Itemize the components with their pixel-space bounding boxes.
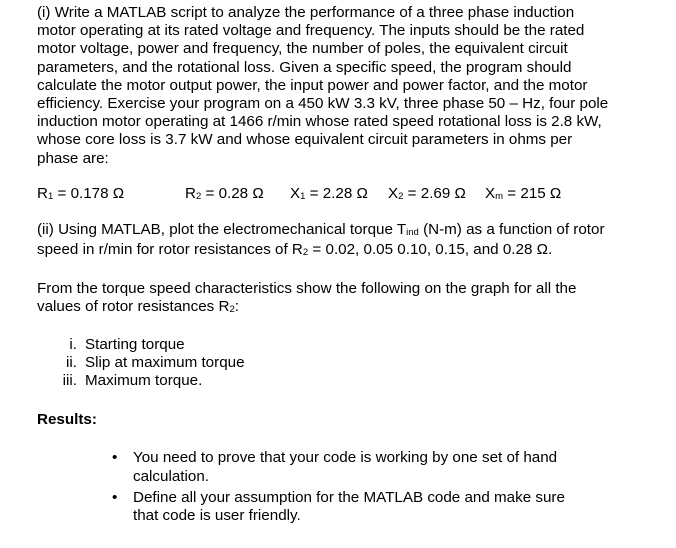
param-x2: $X_2 = 2.69$ Ω xyxy=(388,184,466,202)
graph-items-list xyxy=(37,336,617,391)
list-item: ii. Slip at maximum torque xyxy=(66,353,245,371)
torque-speed-paragraph: From the torque speed characteristics show the following on the graph for all the values of rotor resistances $R_2$: xyxy=(37,280,577,316)
list-item: • You need to prove that your code is working by one set of hand calculation. xyxy=(112,449,558,485)
bullet-icon: • xyxy=(112,488,118,506)
equivalent-circuit-parameters xyxy=(37,185,617,203)
results-bullet-list xyxy=(37,449,617,525)
part-ii-paragraph: (ii) Using MATLAB, plot the electromechanical torque $T_{ind}$ (N-m) as a function of rotor speed in r/min for rotor resistances of $R_2 = 0.02$, 0.05 0.10, 0.15, and 0.28 Ω. xyxy=(37,220,605,259)
list-item: i. Starting torque xyxy=(69,335,185,353)
results-heading: Results: xyxy=(37,411,97,429)
part-i-paragraph: (i) Write a MATLAB script to analyze the performance of a three phase induction motor operating at its rated voltage and frequency. The inputs should be the rated motor voltage, power and frequency, the number of poles, the equivalent circuit parameters, and the rotational loss. Given a specific speed, the program should calculate the motor output power, the input power and power factor, and the motor efficiency. Exercise your program on a 450 kW 3.3 kV, three phase 50 – Hz, four pole induction motor operating at 1466 r/min whose rated speed rotational loss is 2.8 kW, whose core loss is 3.7 kW and whose equivalent circuit parameters in ohms per phase are: xyxy=(37,4,609,167)
bullet-icon: • xyxy=(112,449,118,467)
param-r1: $R_1 = 0.178$ Ω xyxy=(37,184,125,202)
list-item: • Define all your assumption for the MATLAB code and make sure that code is user friendly. xyxy=(112,488,565,525)
param-r2: $R_2 = 0.28$ Ω xyxy=(185,184,264,202)
document-body xyxy=(37,4,617,528)
param-xm: $X_m = 215$ Ω xyxy=(485,184,562,202)
param-x1: $X_1 = 2.28$ Ω xyxy=(290,184,368,202)
list-item: iii. Maximum torque. xyxy=(62,372,203,390)
